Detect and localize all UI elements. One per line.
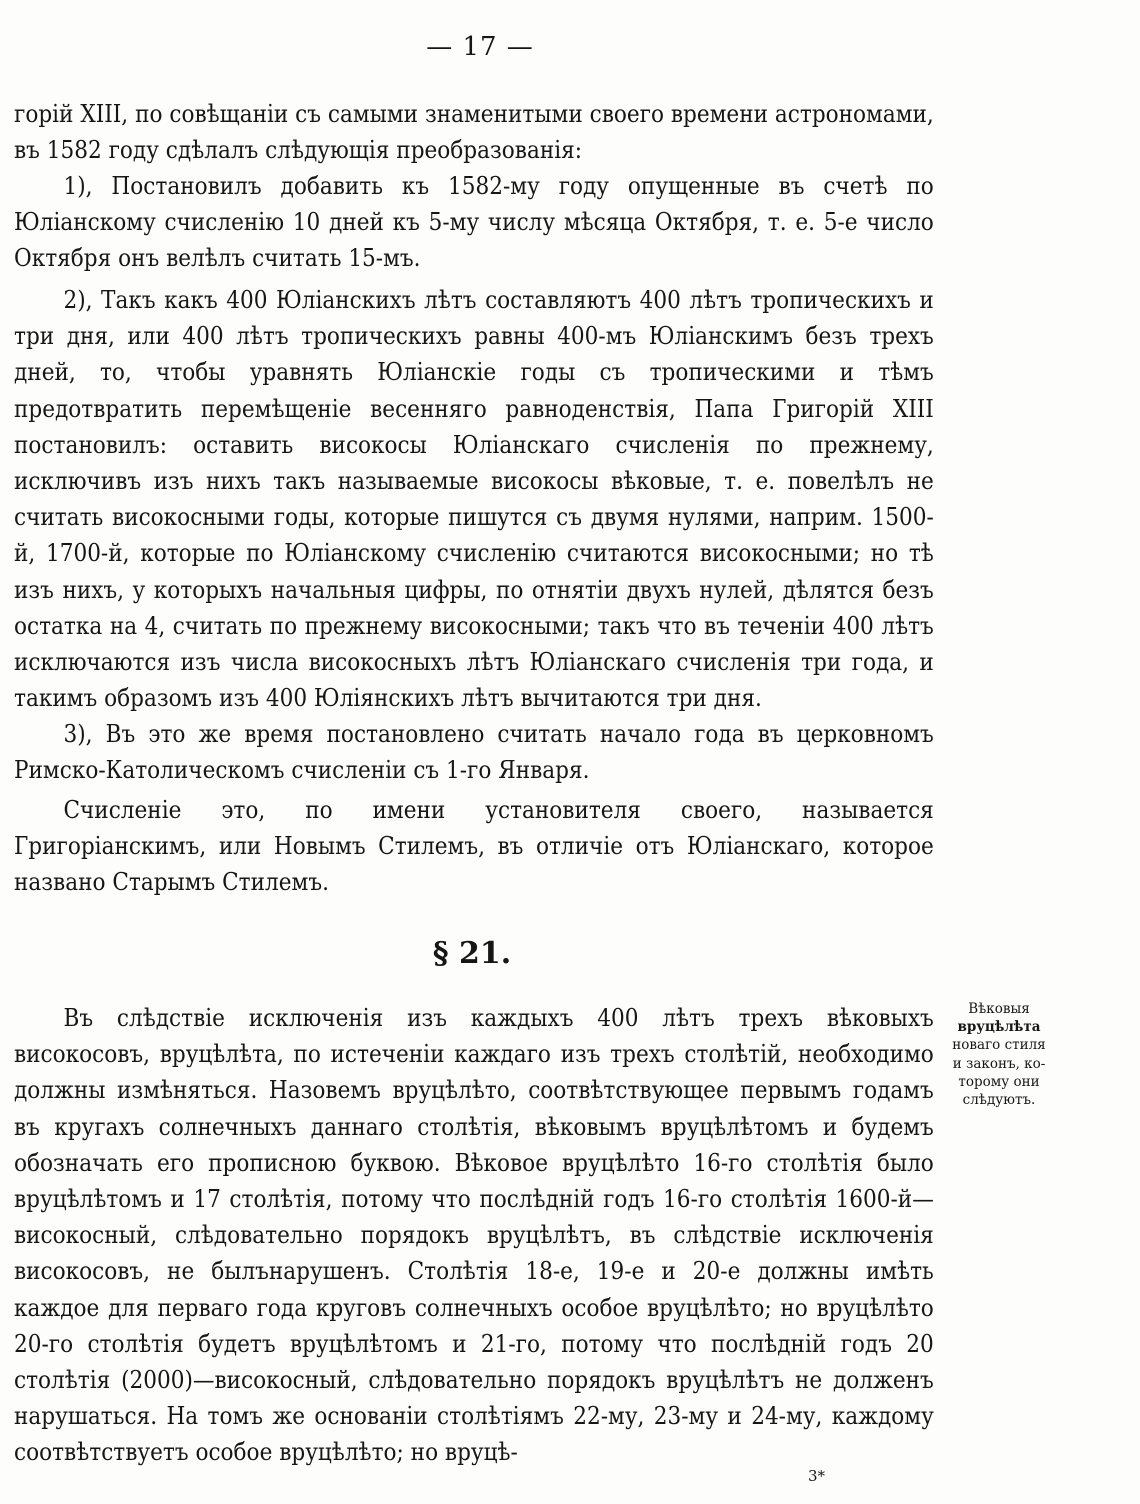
- margin-note-line: и законъ, ко-: [952, 1055, 1046, 1072]
- margin-note-line: вруцѣлѣта: [957, 1019, 1041, 1036]
- page-number: — 17 —: [426, 32, 534, 62]
- paragraph-section-21: Въ слѣдствіе исключенія изъ каждыхъ 400 лѣтъ трехъ вѣковыхъ високосовъ, вруцѣлѣта, по истеченіи каждаго изъ трехъ столѣтій, необходимо должны измѣняться. Назовемъ вруцѣлѣто, соотвѣтствующее первымъ годамъ въ кругахъ солнечныхъ даннаго столѣтія, вѣковымъ вруцѣлѣтомъ и будемъ обозначать его прописною буквою. Вѣковое вруцѣлѣто 16-го столѣтія было вруцѣлѣтомъ и 17 столѣтія, потому что послѣдній годъ 16-го столѣтія 1600-й—високосный, слѣдовательно порядокъ вруцѣлѣтъ, въ слѣдствіе исключенія високосовъ, не былънарушенъ. Столѣтія 18-е, 19-е и 20-е должны имѣть каждое для перваго года круговъ солнечныхъ особое вруцѣлѣто; но вруцѣлѣто 20-го столѣтія будетъ вруцѣлѣтомъ и 21-го, потому что послѣдній годъ 20 столѣтія (2000)—високосный, слѣдовательно порядокъ вруцѣлѣтъ не долженъ нарушаться. На томъ же основаніи столѣтіямъ 22-му, 23-му и 24-му, каждому соотвѣтствуетъ особое вруцѣлѣто; но вруцѣ-: [14, 1004, 934, 1467]
- paragraph-continuation: горій XIII, по совѣщаніи съ самыми знаменитыми своего времени астрономами, въ 1582 году сдѣлалъ слѣдующія преобразованія:: [14, 100, 934, 165]
- margin-note-line: новаго стиля: [952, 1037, 1046, 1054]
- margin-note-line: Вѣковыя: [968, 1001, 1030, 1017]
- paragraph-point-1: 1), Постановилъ добавить къ 1582-му году опущенные въ счетѣ по Юліанскому счисленію 10 дней къ 5-му числу мѣсяца Октября, т. е. 5-е число Октября онъ велѣлъ считать 15-мъ.: [14, 172, 934, 273]
- signature-mark: 3*: [808, 1467, 826, 1485]
- margin-note-line: торому они: [958, 1073, 1040, 1090]
- section-heading: § 21.: [432, 936, 512, 971]
- paragraph-point-2: 2), Такъ какъ 400 Юліанскихъ лѣтъ составляютъ 400 лѣтъ тропическихъ и три дня, или 400 лѣтъ тропическихъ равны 400-мъ Юліанскимъ безъ трехъ дней, то, чтобы уравнять Юліанскіе годы съ тропическими и тѣмъ предотвратить перемѣщеніе весенняго равноденствія, Папа Григорій XIII постановилъ: оставить високосы Юліанскаго счисленія по прежнему, исключивъ изъ нихъ такъ называемые високосы вѣковые, т. е. повелѣлъ не считать високосными годы, которые пишутся съ двумя нулями, наприм. 1500-й, 1700-й, которые по Юліанскому счисленію считаются високосными; но тѣ изъ нихъ, у которыхъ начальныя цифры, по отнятіи двухъ нулей, дѣлятся безъ остатка на 4, считать по прежнему високосными; такъ что въ теченіи 400 лѣтъ исключаются изъ числа високосныхъ лѣтъ Юліанскаго счисленія три года, и такимъ образомъ изъ 400 Юліянскихъ лѣтъ вычитаются три дня.: [14, 286, 934, 713]
- paragraph-gregorian-style: Счисленіе это, по имени установителя своего, называется Григоріанскимъ, или Новымъ Стилемъ, въ отличіе отъ Юліанскаго, которое названо Старымъ Стилемъ.: [14, 796, 934, 897]
- margin-note: [940, 1000, 1058, 1109]
- margin-note-line: слѣдуютъ.: [962, 1092, 1036, 1109]
- paragraph-point-3: 3), Въ это же время постановлено считать начало года въ церковномъ Римско-Католическомъ счисленіи съ 1-го Января.: [14, 720, 934, 785]
